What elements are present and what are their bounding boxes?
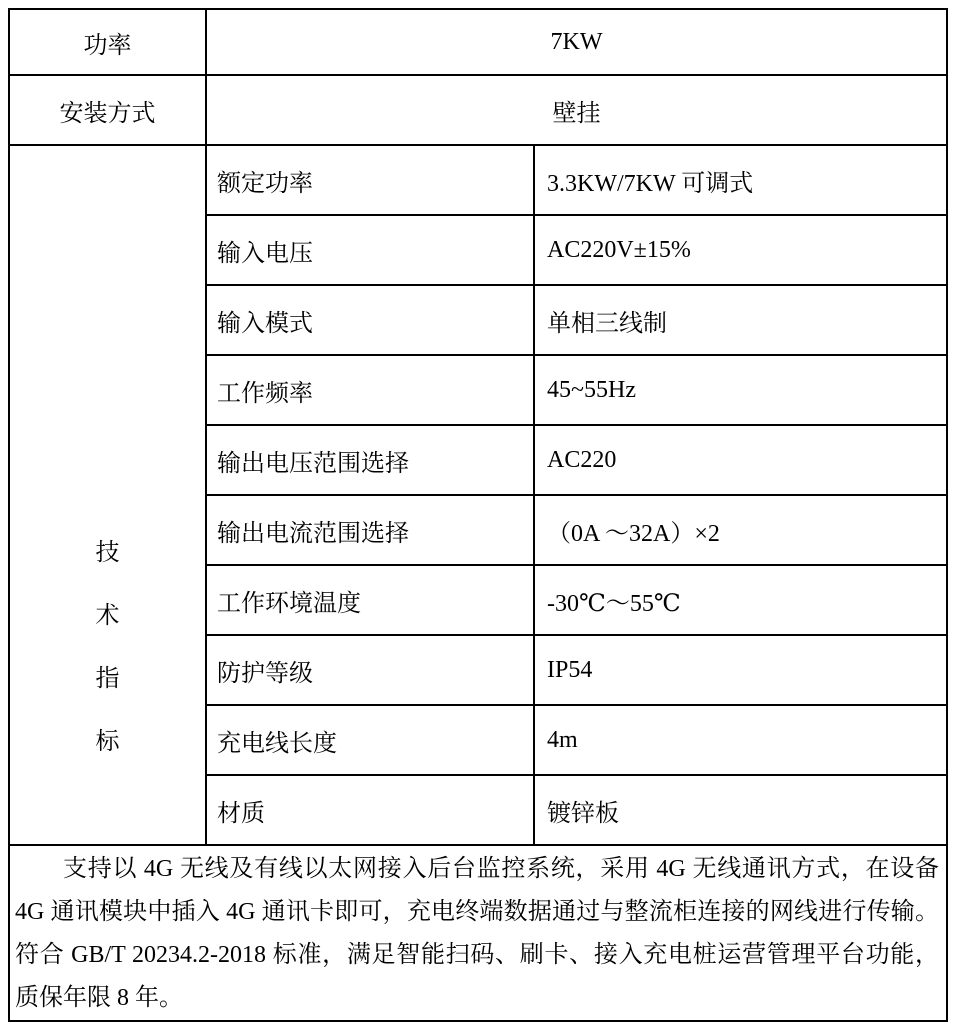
table-row [9,75,947,145]
footer-paragraph-cell [9,845,947,1021]
footer-paragraph: 支持以 4G 无线及有线以太网接入后台监控系统，采用 4G 无线通讯方式，在设备 4G 通讯模块中插入 4G 通讯卡即可，充电终端数据通过与整流柜连接的网线进行传输。符合 GB/T 20234.2-2018 标准，满足智能扫码、刷卡、接入充电桩运营管理平台功能，质保年限 8 年。 [15,856,940,1011]
spec-value-cell: （0A ～32A）×2 [534,495,947,565]
spec-name-cell: 防护等级 [206,635,534,705]
spec-name-cell: 充电线长度 [206,705,534,775]
mount-label: 安装方式 [9,75,206,145]
table-row [9,845,947,1021]
spec-value-cell: AC220 [534,425,947,495]
spec-name-cell: 工作频率 [206,355,534,425]
spec-value-cell: 单相三线制 [534,285,947,355]
spec-name-cell: 输入模式 [206,285,534,355]
vertical-label-char: 技 [95,540,120,566]
spec-value-cell: 镀锌板 [534,775,947,845]
power-value: 7KW [206,9,947,75]
tech-section-vertical-label [9,145,206,845]
spec-value-cell: IP54 [534,635,947,705]
spec-value-cell: -30℃～55℃ [534,565,947,635]
mount-value: 壁挂 [206,75,947,145]
spec-name-cell: 输出电流范围选择 [206,495,534,565]
vertical-label-stack [11,236,204,754]
spec-value-cell: 4m [534,705,947,775]
table-row [9,145,947,215]
spec-value-cell: 3.3KW/7KW 可调式 [534,145,947,215]
power-label: 功率 [9,9,206,75]
spec-name-cell: 材质 [206,775,534,845]
spec-name-cell: 工作环境温度 [206,565,534,635]
spec-table [8,8,948,1022]
spec-name-cell: 额定功率 [206,145,534,215]
spec-name-cell: 输出电压范围选择 [206,425,534,495]
vertical-label-char: 指 [95,666,120,692]
vertical-label-char: 术 [95,603,120,629]
table-row [9,9,947,75]
vertical-label-char: 标 [95,729,120,755]
spec-value-cell: AC220V±15% [534,215,947,285]
spec-name-cell: 输入电压 [206,215,534,285]
spec-value-cell: 45~55Hz [534,355,947,425]
